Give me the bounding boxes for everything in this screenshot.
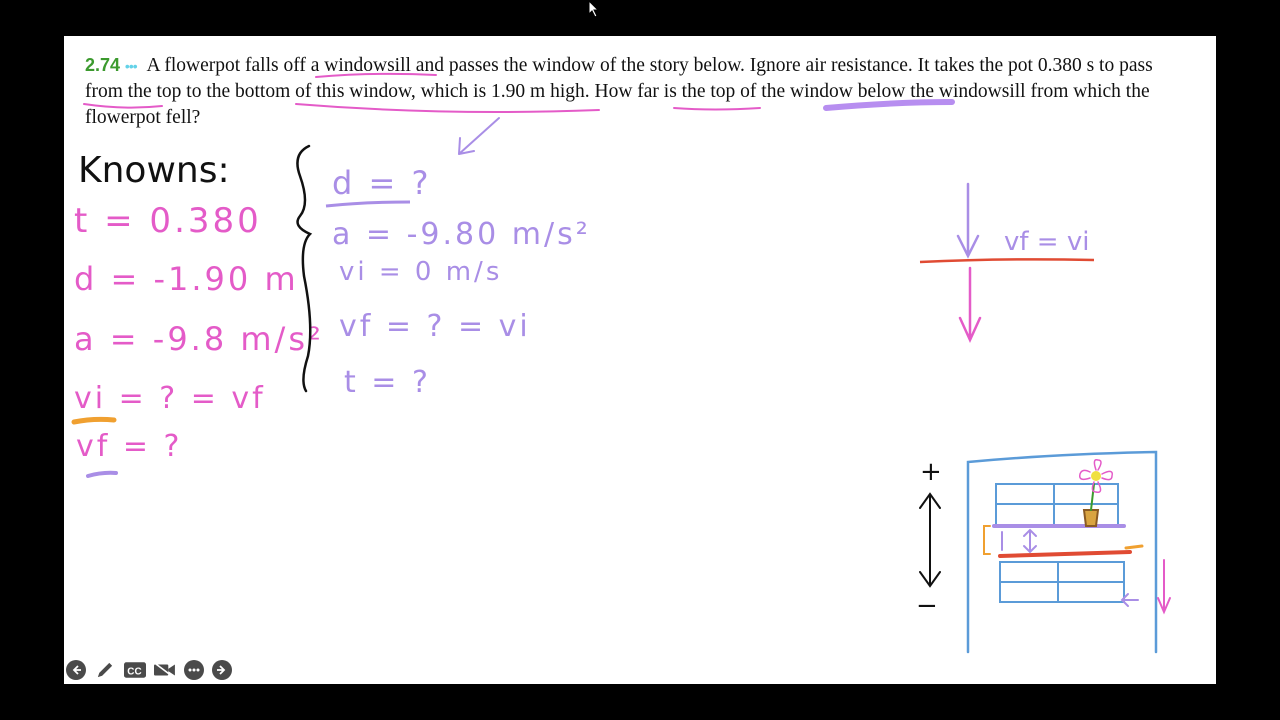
vf-highlight: [88, 473, 116, 476]
problem-text: A flowerpot falls off a windowsill and passes the window of the story below. Ignore air resistance. It takes the pot 0.380 s to pass from the top to the bottom of this window, which is 1.90 m high. How far is the top of the window below the windowsill from which the flowerpot fell?: [85, 55, 1153, 128]
vf-equals-vi-note: vf = vi: [1004, 227, 1090, 257]
pen-icon[interactable]: [94, 660, 116, 680]
known-d: d = -1.90 m: [74, 260, 299, 298]
problem-number: 2.74: [85, 55, 121, 75]
slide: [64, 36, 1216, 684]
unknown-vf: vf = ? = vi: [339, 309, 531, 344]
presentation-controls: [64, 656, 232, 684]
handwriting-layer: [64, 36, 1216, 656]
unknown-d: d = ?: [332, 164, 432, 202]
more-icon[interactable]: [184, 660, 204, 680]
known-vi: vi = ? = vf: [74, 381, 266, 416]
svg-text:CC: CC: [127, 666, 142, 678]
d-underline: [326, 202, 410, 206]
mouse-cursor-icon: [588, 0, 600, 18]
forward-icon[interactable]: [212, 660, 232, 680]
known-a: a = -9.8 m/s²: [74, 320, 324, 358]
text-underlines: [84, 74, 952, 154]
video-off-icon[interactable]: [154, 660, 176, 680]
known-t: t = 0.380: [74, 201, 262, 241]
unknown-vi: vi = 0 m/s: [339, 257, 503, 287]
known-vf: vf = ?: [76, 429, 183, 464]
plus-sign: +: [920, 457, 942, 487]
unknown-t: t = ?: [344, 365, 431, 400]
motion-sketch: [920, 184, 1094, 340]
minus-sign: −: [916, 591, 938, 621]
unknown-a: a = -9.80 m/s²: [332, 217, 591, 252]
captions-icon[interactable]: [124, 660, 146, 680]
back-icon[interactable]: [66, 660, 86, 680]
difficulty-dots: •••: [124, 58, 137, 74]
building-diagram: [916, 452, 1170, 652]
vi-highlight: [74, 419, 114, 422]
knowns-heading: Knowns:: [78, 150, 230, 191]
